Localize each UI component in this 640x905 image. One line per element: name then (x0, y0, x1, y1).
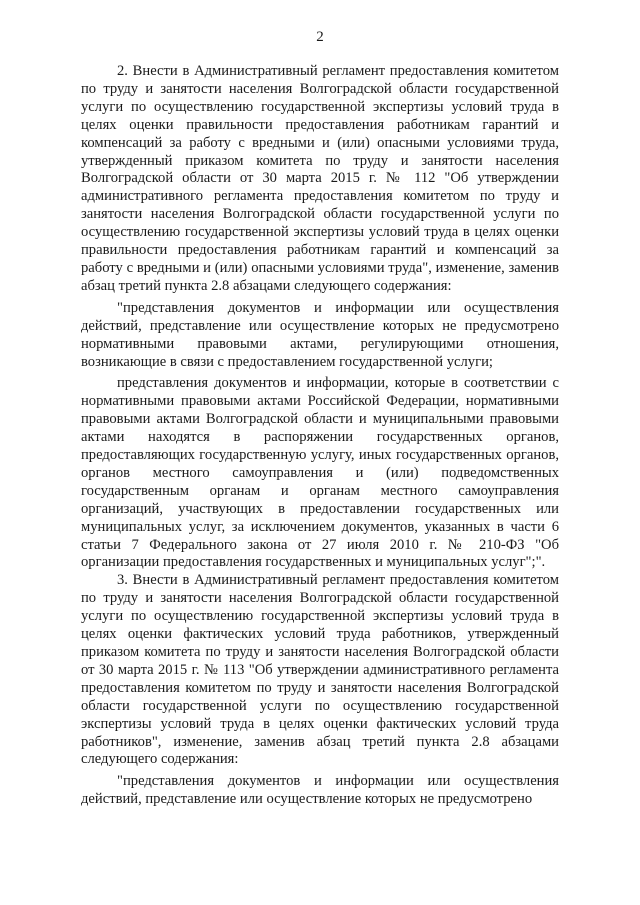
paragraph-item-3: 3. Внести в Административный регламент предоставления комитетом по труду и занятости населения Волгоградской области государственной услуги по осуществлению государственной экспертизы условий труда в целях оценки фактических условий труда работников, утвержденный приказом комитета по труду и занятости населения Волгоградской области от 30 марта 2015 г. № 113 "Об утверждении административного регламента предоставления комитетом по труду и занятости населения Волгоградской области государственной услуги по осуществлению государственной экспертизы условий труда в целях оценки фактических условий труда работников", изменение, заменив абзац третий пункта 2.8 абзацами следующего содержания: (81, 572, 559, 768)
page-number: 2 (316, 29, 324, 45)
paragraph-quote-start-1: "представления документов и информации или осуществления действий, представление или осуществление которых не предусмотрено нормативными правовыми актами, регулирующими отношения, возникающие в связи с предоставлением государственной услуги; (81, 299, 559, 370)
paragraph-quote-start-2: "представления документов и информации или осуществления действий, представление или осуществление которых не предусмотрено (81, 773, 559, 808)
document-body (81, 63, 559, 809)
paragraph-quote-continuation-1: представления документов и информации, которые в соответствии с нормативными правовыми актами Российской Федерации, нормативными правовыми актами Волгоградской области и муниципальными правовыми актами находятся в распоряжении государственных органов, предоставляющих государственную услугу, иных государственных органов, органов местного самоуправления и (или) подведомственных государственным органам и органам местного самоуправления организаций, участвующих в предоставлении государственных или муниципальных услуг, за исключением документов, указанных в части 6 статьи 7 Федерального закона от 27 июля 2010 г. № 210-ФЗ "Об организации предоставления государственных и муниципальных услуг";". (81, 375, 559, 571)
paragraph-item-2: 2. Внести в Административный регламент предоставления комитетом по труду и занятости населения Волгоградской области государственной услуги по осуществлению государственной экспертизы условий труда в целях оценки правильности предоставления работникам гарантий и компенсаций за работу с вредными и (или) опасными условиями труда, утвержденный приказом комитета по труду и занятости населения Волгоградской области от 30 марта 2015 г. № 112 "Об утверждении административного регламента предоставления комитетом по труду и занятости населения Волгоградской области государственной услуги по осуществлению государственной экспертизы условий труда в целях оценки правильности предоставления работникам гарантий и компенсаций за работу с вредными и (или) опасными условиями труда", изменение, заменив абзац третий пункта 2.8 абзацами следующего содержания: (81, 63, 559, 294)
